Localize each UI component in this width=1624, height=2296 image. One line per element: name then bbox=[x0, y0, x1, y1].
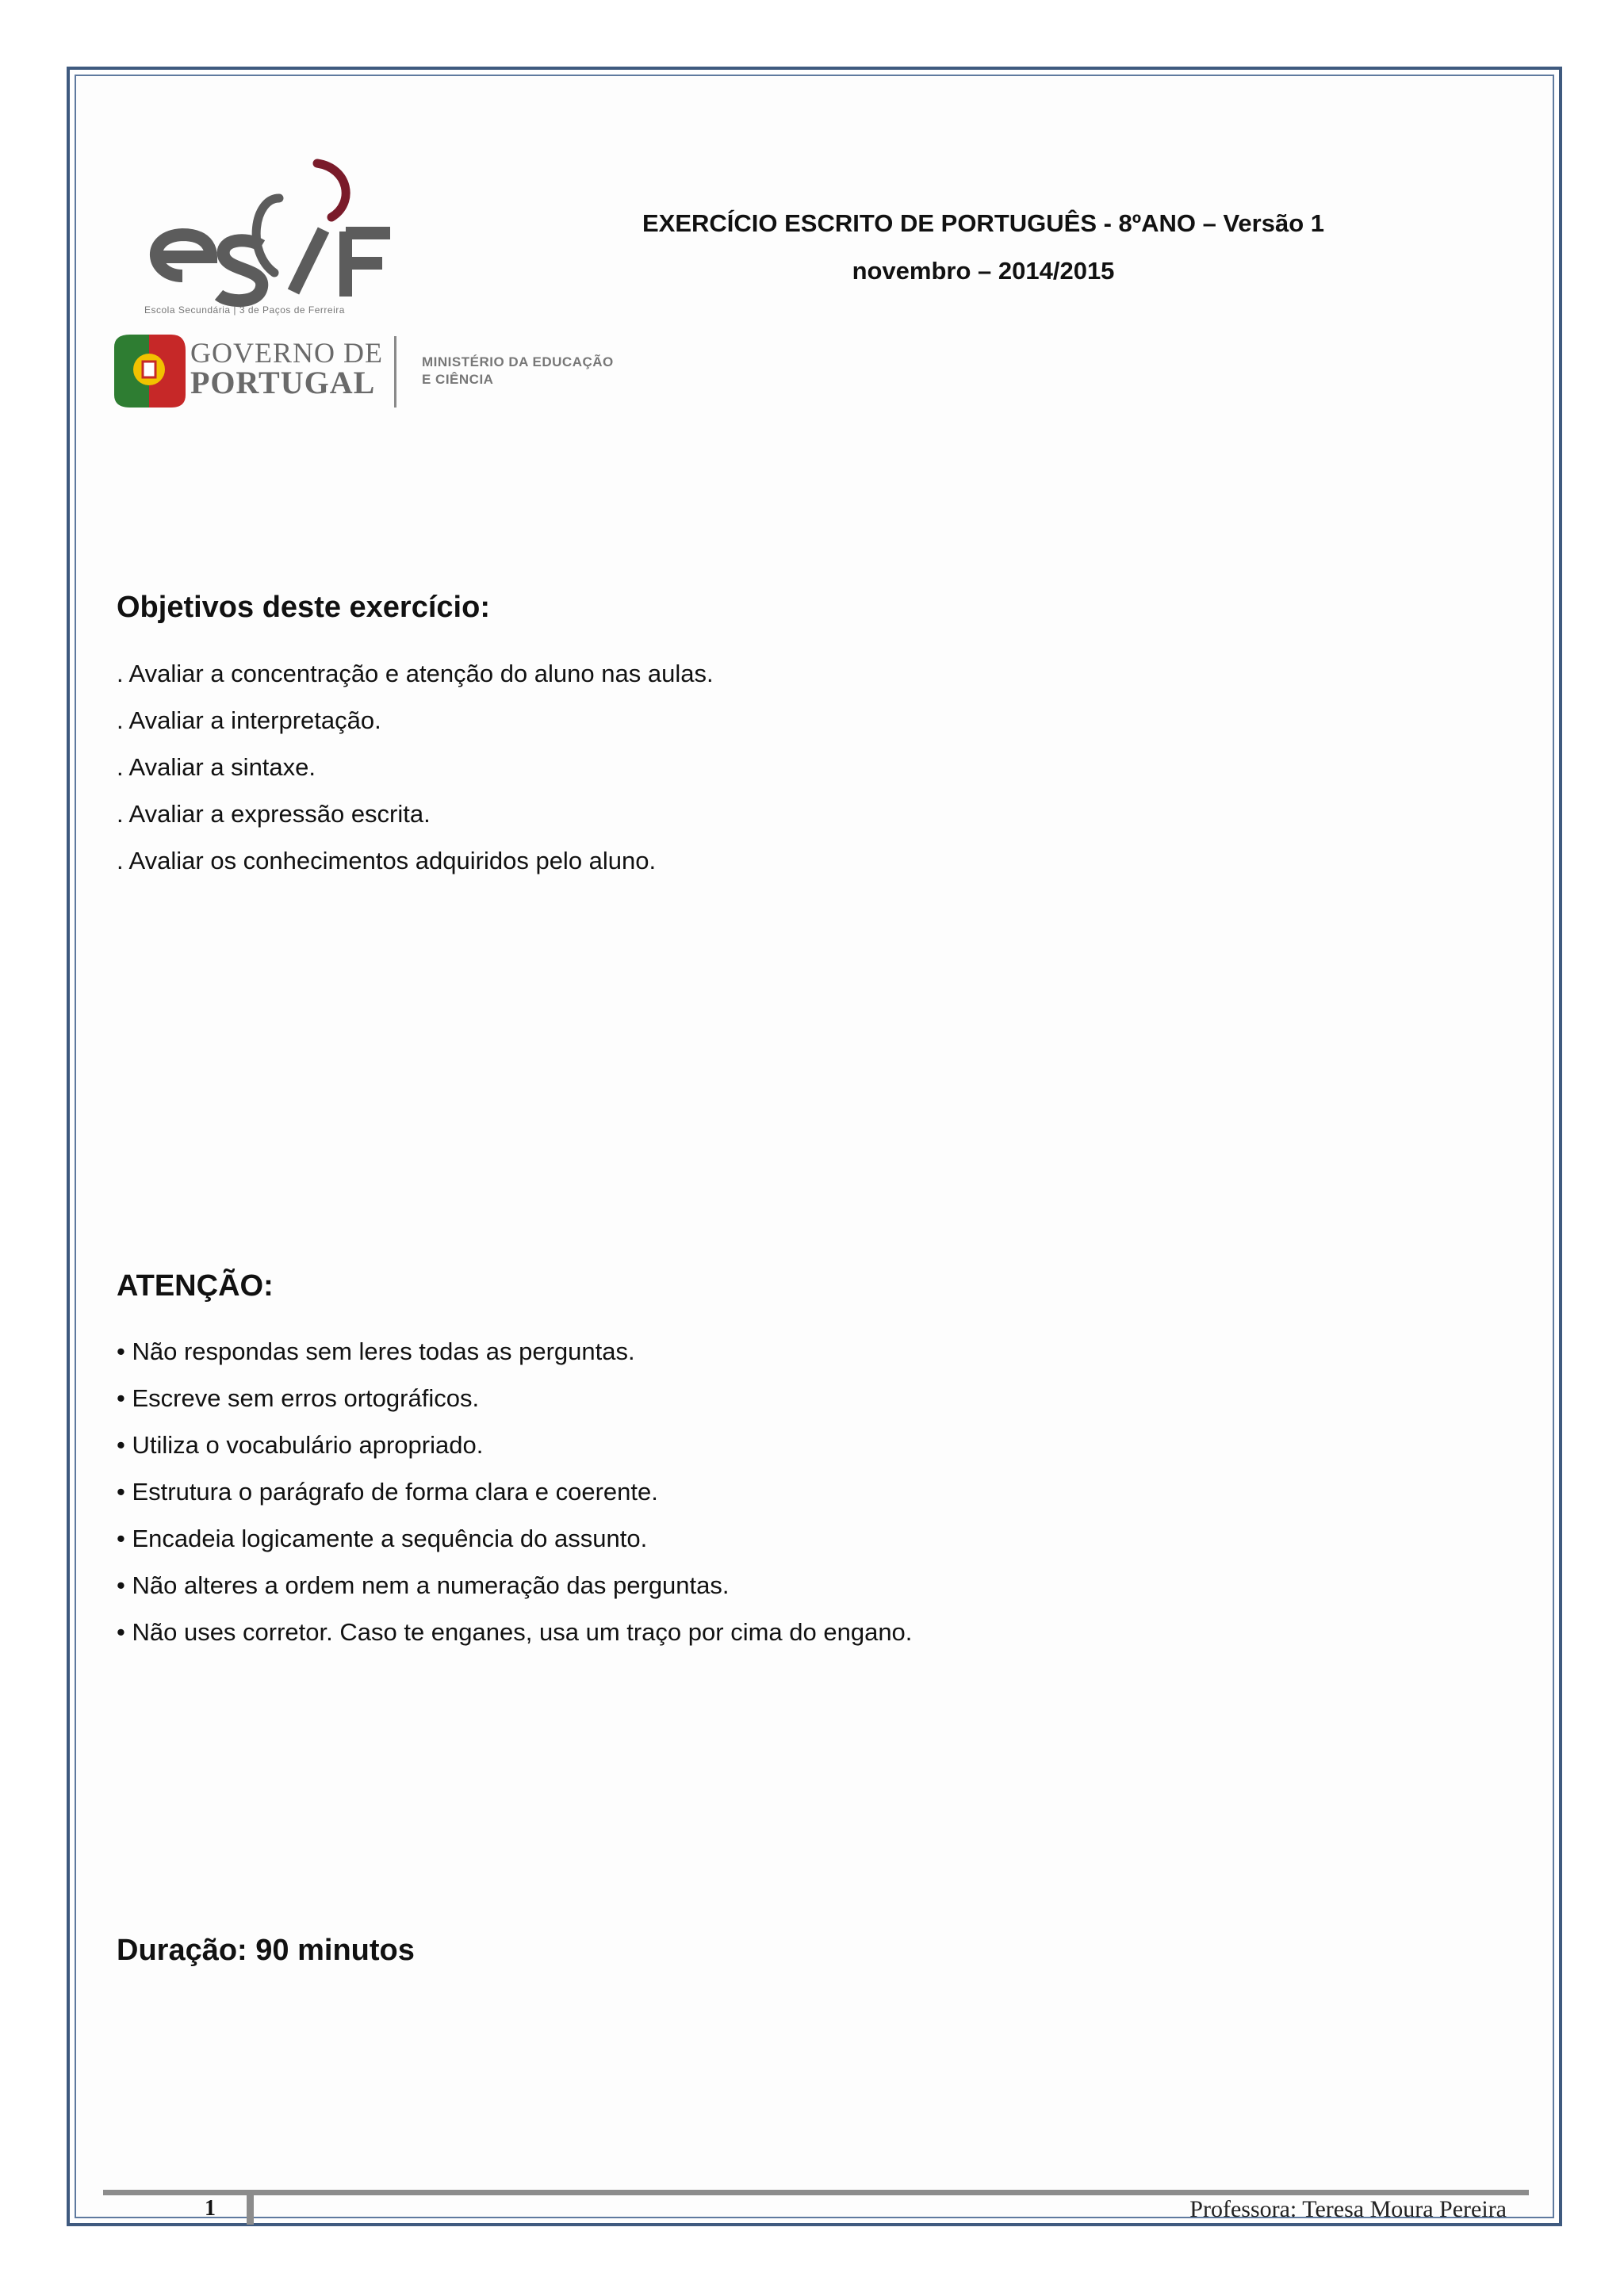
logo-divider bbox=[394, 336, 396, 408]
attention-item: • Encadeia logicamente a sequência do assunto. bbox=[117, 1525, 648, 1552]
attention-list bbox=[117, 1328, 912, 1655]
objective-item: . Avaliar a expressão escrita. bbox=[117, 800, 431, 828]
objective-item: . Avaliar a sintaxe. bbox=[117, 753, 316, 781]
exam-title: EXERCÍCIO ESCRITO DE PORTUGUÊS - 8ºANO – Versão 1 bbox=[642, 209, 1325, 237]
exam-date: novembro – 2014/2015 bbox=[852, 257, 1115, 285]
attention-item: • Estrutura o parágrafo de forma clara e coerente. bbox=[117, 1478, 658, 1506]
footer-author: Professora: Teresa Moura Pereira bbox=[1189, 2196, 1507, 2222]
school-logo bbox=[135, 157, 412, 323]
ministry-label bbox=[422, 354, 614, 388]
objective-item: . Avaliar a interpretação. bbox=[117, 706, 381, 734]
objective-item: . Avaliar os conhecimentos adquiridos pelo aluno. bbox=[117, 847, 657, 874]
footer-rule bbox=[103, 2190, 1529, 2195]
page-number: 1 bbox=[205, 2196, 216, 2221]
objectives-heading: Objetivos deste exercício: bbox=[117, 591, 490, 624]
ministry-line-2: E CIÊNCIA bbox=[422, 372, 494, 387]
attention-item: • Não respondas sem leres todas as perguntas. bbox=[117, 1337, 635, 1365]
attention-item: • Escreve sem erros ortográficos. bbox=[117, 1384, 480, 1412]
school-logo-caption: Escola Secundária | 3 de Paços de Ferreira bbox=[144, 304, 345, 316]
objective-item: . Avaliar a concentração e atenção do aluno nas aulas. bbox=[117, 660, 714, 687]
attention-item: • Não uses corretor. Caso te enganes, usa um traço por cima do engano. bbox=[117, 1618, 913, 1646]
duration-label: Duração: 90 minutos bbox=[117, 1934, 415, 1967]
gov-line-1: GOVERNO DE bbox=[190, 337, 383, 369]
attention-item: • Não alteres a ordem nem a numeração das perguntas. bbox=[117, 1571, 730, 1599]
objectives-list bbox=[117, 650, 714, 884]
footer-divider bbox=[247, 2195, 254, 2225]
attention-item: • Utiliza o vocabulário apropriado. bbox=[117, 1431, 484, 1459]
government-logo-text bbox=[190, 338, 383, 398]
attention-heading: ATENÇÃO: bbox=[117, 1269, 274, 1303]
ministry-line-1: MINISTÉRIO DA EDUCAÇÃO bbox=[422, 354, 614, 369]
gov-line-2: PORTUGAL bbox=[190, 365, 376, 400]
